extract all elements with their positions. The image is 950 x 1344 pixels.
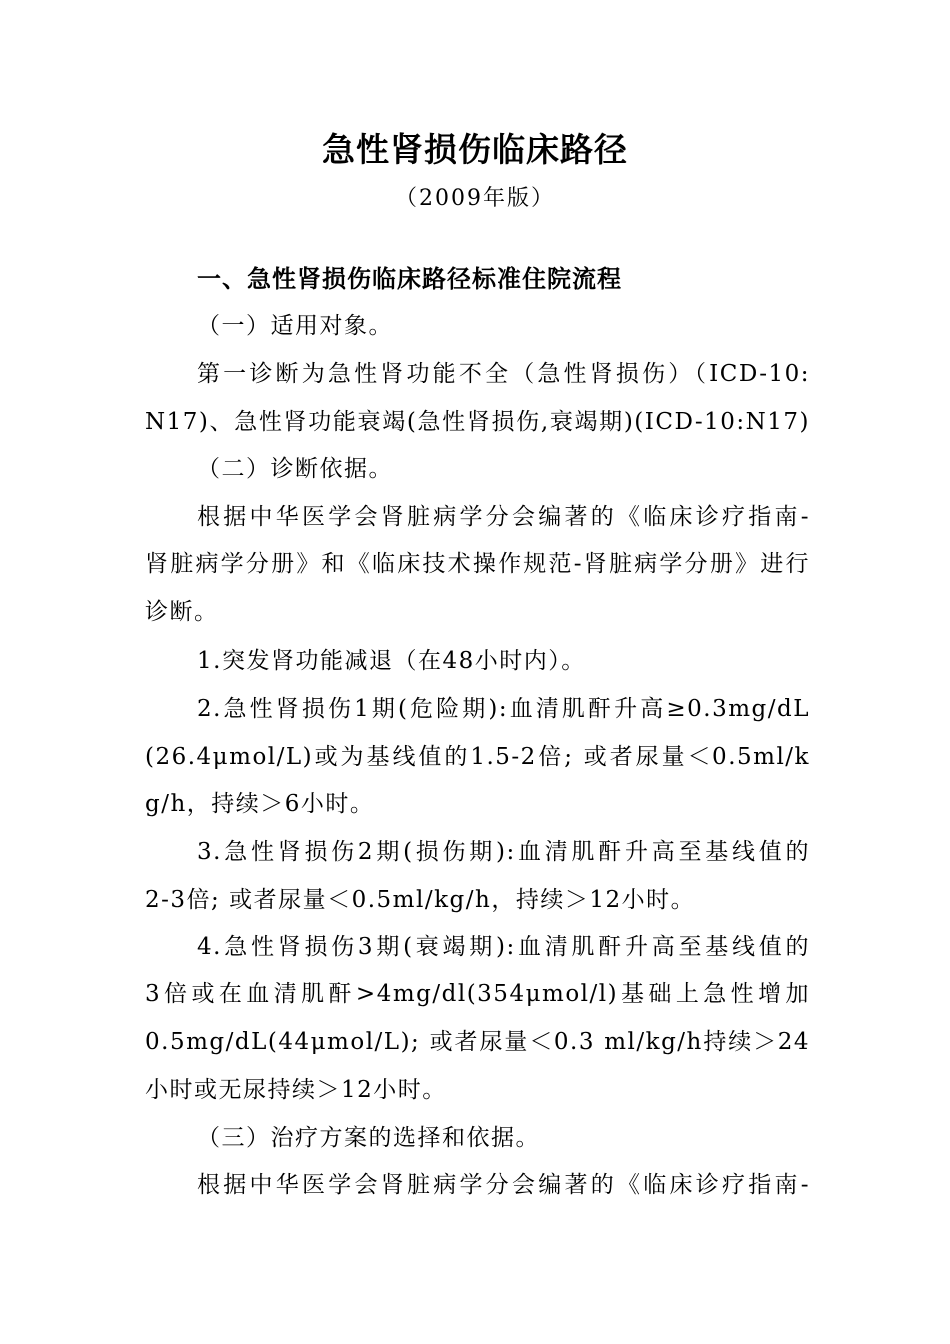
paragraph-line: 小时或无尿持续＞12小时。 bbox=[145, 1077, 447, 1103]
list-item: 4.急性肾损伤3期(衰竭期):血清肌酐升高至基线值的 bbox=[197, 934, 810, 960]
paragraph-line: 肾脏病学分册》和《临床技术操作规范-肾脏病学分册》进行 bbox=[145, 551, 810, 577]
document-subtitle: （2009年版） bbox=[395, 186, 555, 211]
paragraph-line: 根据中华医学会肾脏病学分会编著的《临床诊疗指南- bbox=[197, 1172, 810, 1198]
paragraph-line: 3倍或在血清肌酐>4mg/dl(354μmol/l)基础上急性增加 bbox=[145, 981, 810, 1007]
document-title: 急性肾损伤临床路径 bbox=[322, 130, 628, 169]
section-heading: 一、急性肾损伤临床路径标准住院流程 bbox=[197, 265, 622, 293]
paragraph-line: 第一诊断为急性肾功能不全（急性肾损伤）（ICD-10: bbox=[197, 361, 810, 387]
paragraph-line: 诊断。 bbox=[145, 599, 219, 625]
subsection-heading: （三）治疗方案的选择和依据。 bbox=[197, 1125, 540, 1151]
paragraph-line: N17)、急性肾功能衰竭(急性肾损伤,衰竭期)(ICD-10:N17) bbox=[145, 409, 810, 435]
paragraph-line: 根据中华医学会肾脏病学分会编著的《临床诊疗指南- bbox=[197, 504, 810, 530]
paragraph-line: 2-3倍; 或者尿量＜0.5ml/kg/h，持续＞12小时。 bbox=[145, 887, 696, 913]
paragraph-line: (26.4μmol/L)或为基线值的1.5-2倍; 或者尿量＜0.5ml/k bbox=[145, 744, 810, 770]
list-item: 1.突发肾功能减退（在48小时内）。 bbox=[197, 648, 586, 674]
list-item: 2.急性肾损伤1期(危险期):血清肌酐升高≥0.3mg/dL bbox=[197, 696, 810, 722]
subsection-heading: （一）适用对象。 bbox=[197, 313, 393, 339]
subsection-heading: （二）诊断依据。 bbox=[197, 456, 393, 482]
paragraph-line: g/h，持续＞6小时。 bbox=[145, 791, 375, 817]
paragraph-line: 0.5mg/dL(44μmol/L); 或者尿量＜0.3 ml/kg/h持续＞24 bbox=[145, 1029, 810, 1055]
list-item: 3.急性肾损伤2期(损伤期):血清肌酐升高至基线值的 bbox=[197, 839, 810, 865]
